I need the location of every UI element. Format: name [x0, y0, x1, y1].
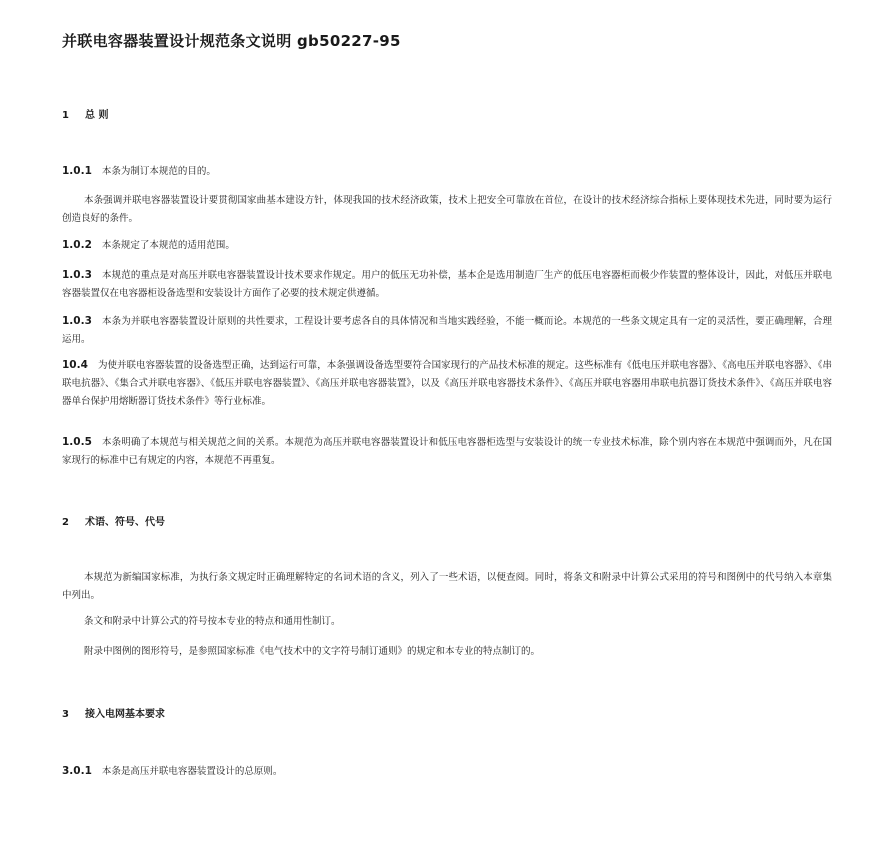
clause-number: 1.0.3: [62, 315, 92, 327]
section-number: 1: [62, 110, 69, 121]
paragraph: [62, 433, 832, 470]
paragraph-text: 本条是高压并联电容器装置设计的总原则。: [101, 766, 283, 777]
section-heading-2: [62, 513, 165, 528]
section-title: 接入电网基本要求: [84, 709, 165, 720]
section-heading-1: [62, 106, 108, 121]
paragraph: [62, 613, 832, 631]
paragraph-text: 本条为并联电容器装置设计原则的共性要求，工程设计要考虑各自的具体情况和当地实践经验，不能一概而论。本规范的一些条文规定具有一定的灵活性，要正确理解，合理运用。: [62, 316, 832, 345]
section-title: 总 则: [84, 110, 109, 121]
clause-number: 1.0.2: [62, 239, 92, 251]
paragraph: [62, 266, 832, 303]
section-title: 术语、符号、代号: [84, 517, 165, 528]
paragraph-text: 附录中图例的图形符号，是参照国家标准《电气技术中的文字符号制订通则》的规定和本专业的特点制订的。: [84, 646, 541, 657]
paragraph: [62, 312, 832, 349]
paragraph-text: 本规范为新编国家标准，为执行条文规定时正确理解特定的名词术语的含义，列入了一些术语，以便查阅。同时，将条文和附录中计算公式采用的符号和图例中的代号纳入本章集中列出。: [62, 572, 832, 601]
paragraph-text: 为使并联电容器装置的设备选型正确，达到运行可靠，本条强调设备选型要符合国家现行的产品技术标准的规定。这些标准有《低电压并联电容器》、《高电压并联电容器》、《串联电抗器》、《集合式并联电容器》、《低压并联电容器装置》、《高压并联电容器装置》，以及《高压并联电容器技术条件》、《高压并联电容器用串联电抗器订货技术条件》、《高压并联电容器单台保护用熔断器订货技术条件》等行业标准。: [62, 360, 832, 407]
paragraph: [62, 192, 832, 228]
section-heading-3: [62, 705, 165, 720]
clause-number: 10.4: [62, 359, 88, 371]
clause-number: 3.0.1: [62, 765, 92, 777]
clause-number: 1.0.3: [62, 269, 92, 281]
paragraph-text: 本条规定了本规范的适用范围。: [101, 240, 235, 251]
document-title: 并联电容器装置设计规范条文说明 gb50227-95: [62, 32, 401, 50]
paragraph-text: 本规范的重点是对高压并联电容器装置设计技术要求作规定。用户的低压无功补偿，基本企是选用制造厂生产的低压电容器柜而极少作装置的整体设计，因此，对低压并联电容器装置仅在电容器柜设备选型和安装设计方面作了必要的技术规定供遵循。: [62, 270, 832, 299]
paragraph: [62, 356, 832, 411]
paragraph: [62, 762, 832, 781]
clause-number: 1.0.5: [62, 436, 92, 448]
paragraph-text: 本条明确了本规范与相关规范之间的关系。本规范为高压并联电容器装置设计和低压电容器柜选型与安装设计的统一专业技术标准，除个别内容在本规范中强调而外，凡在国家现行的标准中已有规定的内容，本规范不再重复。: [62, 437, 832, 466]
clause-number: 1.0.1: [62, 165, 92, 177]
paragraph-text: 本条为制订本规范的目的。: [101, 166, 216, 177]
paragraph-text: 本条强调并联电容器装置设计要贯彻国家曲基本建设方针，体现我国的技术经济政策，技术上把安全可靠放在首位，在设计的技术经济综合指标上要体现技术先进，同时要为运行创造良好的条件。: [62, 195, 832, 224]
paragraph: [62, 162, 832, 181]
section-number: 2: [62, 517, 69, 528]
paragraph-text: 条文和附录中计算公式的符号按本专业的特点和通用性制订。: [84, 616, 341, 627]
paragraph: [62, 236, 832, 255]
paragraph: [62, 643, 832, 661]
section-number: 3: [62, 709, 69, 720]
paragraph: [62, 569, 832, 605]
